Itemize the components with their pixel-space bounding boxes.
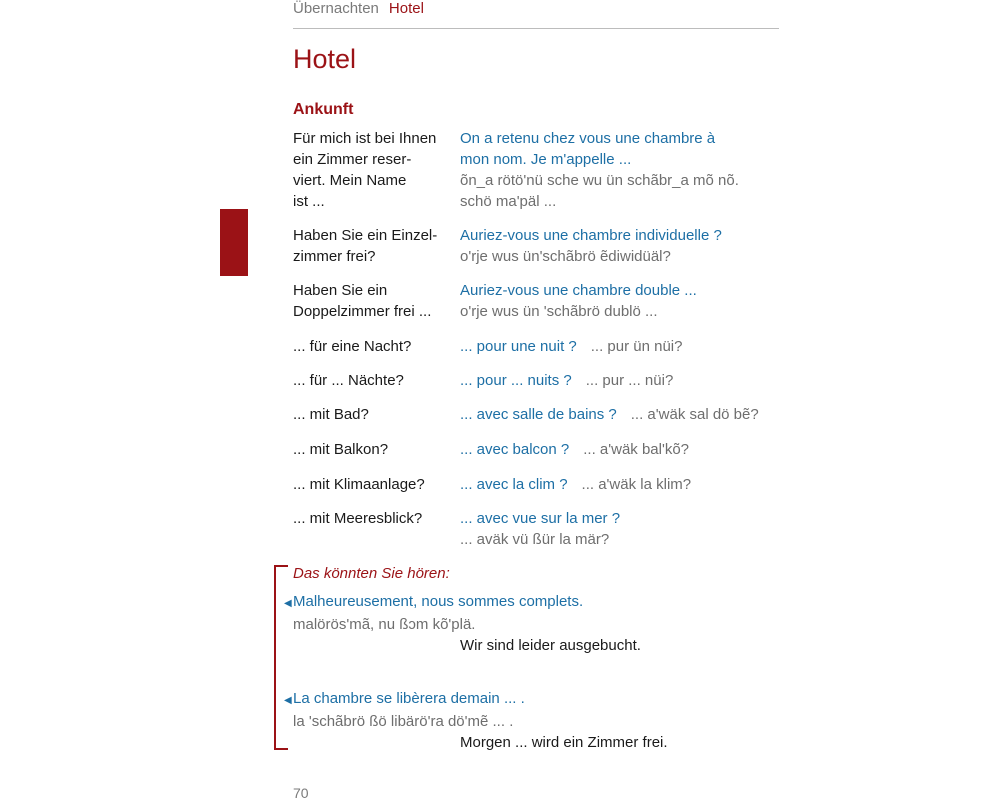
french-line: ... pour ... nuits ? — [460, 372, 572, 389]
french-line: ... pour une nuit ? — [460, 338, 577, 355]
german-phrase: ... mit Meeresblick? — [293, 510, 423, 527]
french-line: mon nom. Je m'appelle ... — [460, 151, 632, 168]
french-translation — [460, 128, 770, 212]
pronunciation-line: ... a'wäk bal'kõ? — [583, 441, 690, 458]
pronunciation-line: õn_a rötö'nü sche wu ün schãbr_a mõ nõ. — [460, 172, 739, 189]
german-line: zimmer frei? — [293, 248, 376, 265]
listening-item — [284, 591, 764, 656]
german-phrase: ... mit Klimaanlage? — [293, 476, 425, 493]
german-phrase — [293, 225, 453, 267]
pronunciation-line: ... aväk vü ßür la mär? — [460, 531, 610, 548]
german-line: ein Zimmer reser- — [293, 151, 412, 168]
german-phrase: ... mit Balkon? — [293, 441, 389, 458]
french-line: ... avec balcon ? — [460, 441, 570, 458]
page-number: 70 — [293, 785, 309, 801]
pronunciation-line: ... a'wäk la klim? — [581, 476, 692, 493]
french-line: ... avec salle de bains ? — [460, 406, 617, 423]
german-line: Für mich ist bei Ihnen — [293, 130, 437, 147]
german-phrase: ... für ... Nächte? — [293, 372, 404, 389]
german-line: Haben Sie ein — [293, 282, 388, 299]
listening-pronunciation: la 'schãbrö ßö libärö'ra dö'mẽ ... . — [293, 713, 514, 730]
pronunciation-line: o'rje wus ün 'schãbrö dublö ... — [460, 303, 658, 320]
play-triangle-icon: ◀ — [284, 598, 292, 609]
french-translation — [460, 508, 770, 550]
german-line: ist ... — [293, 193, 325, 210]
german-line: viert. Mein Name — [293, 172, 407, 189]
header-topic: Hotel — [388, 0, 424, 17]
listening-pronunciation: malörös'mã, nu ßɔm kõ'plä. — [293, 616, 476, 633]
french-translation — [460, 474, 770, 495]
french-line: ... avec la clim ? — [460, 476, 568, 493]
listening-heading: Das könnten Sie hören: — [293, 565, 450, 582]
french-line: On a retenu chez vous une chambre à — [460, 130, 716, 147]
french-translation — [460, 439, 770, 460]
play-triangle-icon: ◀ — [284, 695, 292, 706]
section-heading: Ankunft — [293, 101, 354, 118]
german-line: Doppelzimmer frei ... — [293, 303, 432, 320]
header-section: Übernachten — [293, 0, 379, 17]
german-phrase: ... mit Bad? — [293, 406, 369, 423]
french-line: Auriez-vous une chambre double ... — [460, 282, 697, 299]
chapter-tab-marker — [220, 209, 248, 276]
pronunciation-line: o'rje wus ün'schãbrö ẽdiwidüäl? — [460, 248, 671, 265]
listening-german: Wir sind leider ausgebucht. — [460, 637, 641, 654]
running-header — [293, 0, 779, 29]
pronunciation-line: ... pur ... nüi? — [585, 372, 674, 389]
german-phrase — [293, 280, 453, 322]
listening-item — [284, 688, 764, 753]
french-translation — [460, 370, 770, 391]
pronunciation-line: schö ma'päl ... — [460, 193, 557, 210]
french-translation — [460, 225, 770, 267]
french-translation — [460, 336, 770, 357]
french-line: ... avec vue sur la mer ? — [460, 510, 621, 527]
listening-german: Morgen ... wird ein Zimmer frei. — [460, 734, 668, 751]
page-title: Hotel — [293, 44, 357, 74]
listening-french: Malheureusement, nous sommes complets. — [293, 593, 584, 610]
french-translation — [460, 280, 770, 322]
pronunciation-line: ... pur ün nüi? — [590, 338, 683, 355]
listening-french: La chambre se libèrera demain ... . — [293, 690, 525, 707]
german-phrase — [293, 128, 453, 212]
german-phrase: ... für eine Nacht? — [293, 338, 412, 355]
german-line: Haben Sie ein Einzel- — [293, 227, 438, 244]
pronunciation-line: ... a'wäk sal dö bẽ? — [630, 406, 759, 423]
french-translation — [460, 404, 770, 425]
french-line: Auriez-vous une chambre individuelle ? — [460, 227, 722, 244]
